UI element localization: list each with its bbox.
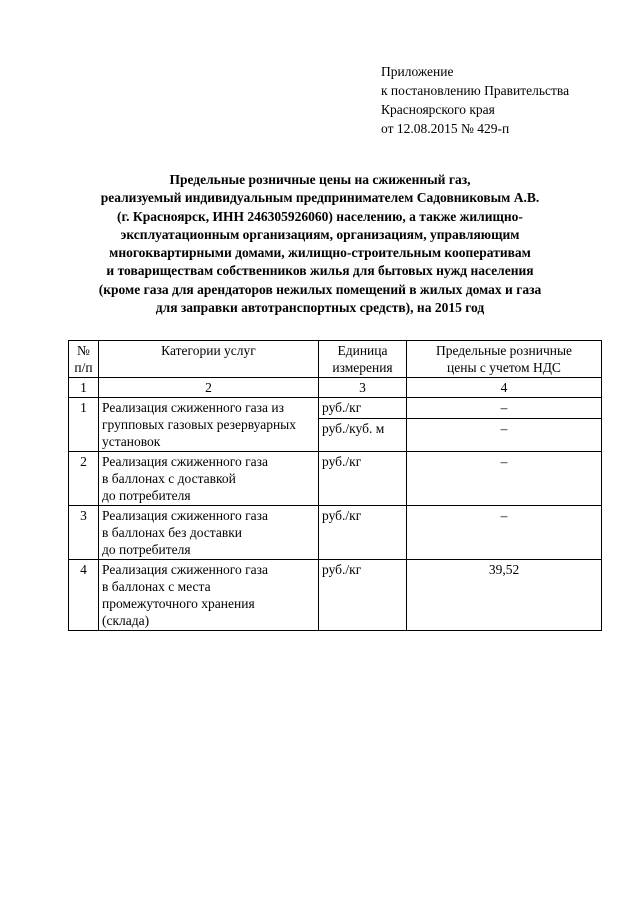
- category-line: Реализация сжиженного газа: [102, 454, 268, 469]
- category-line: установок: [102, 434, 161, 449]
- category-line: Реализация сжиженного газа: [102, 508, 268, 523]
- row-price: –: [407, 419, 602, 452]
- header-category-label: Категории услуг: [161, 343, 256, 358]
- category-line: в баллонах с доставкой: [102, 471, 236, 486]
- row-category: [99, 452, 319, 506]
- title-line: эксплуатационным организациям, организациям, управляющим: [120, 226, 520, 242]
- category-line: в баллонах без доставки: [102, 525, 243, 540]
- table-row: [69, 452, 602, 506]
- table-header-row: [69, 341, 602, 378]
- title-line: для заправки автотранспортных средств), на 2015 год: [155, 300, 485, 316]
- column-number: 4: [407, 378, 602, 398]
- row-unit: руб./кг: [319, 560, 407, 631]
- appendix-line: от 12.08.2015 № 429-п: [381, 121, 510, 136]
- header-num-line1: №: [77, 343, 90, 358]
- category-line: групповых газовых резервуарных: [102, 417, 296, 432]
- appendix-line: Приложение: [381, 64, 454, 79]
- appendix-line: Красноярского края: [381, 102, 495, 117]
- row-price: –: [407, 398, 602, 419]
- category-line: в баллонах с места: [102, 579, 211, 594]
- appendix-line: к постановлению Правительства: [381, 83, 570, 98]
- row-price: 39,52: [407, 560, 602, 631]
- row-unit: руб./кг: [319, 398, 407, 419]
- row-category: [99, 398, 319, 452]
- header-category: [99, 341, 319, 378]
- category-line: (склада): [102, 613, 150, 628]
- row-price: –: [407, 506, 602, 560]
- category-line: Реализация сжиженного газа: [102, 562, 268, 577]
- row-num: 1: [69, 398, 99, 452]
- header-unit: [319, 341, 407, 378]
- row-num: 4: [69, 560, 99, 631]
- appendix-block: [381, 62, 569, 138]
- row-unit: руб./кг: [319, 452, 407, 506]
- row-num: 2: [69, 452, 99, 506]
- title-line: многоквартирными домами, жилищно-строительным кооперативам: [109, 245, 531, 261]
- row-unit: руб./куб. м: [319, 419, 407, 452]
- header-price-line2: цены с учетом НДС: [447, 360, 561, 375]
- header-unit-line2: измерения: [332, 360, 393, 375]
- table-row: [69, 506, 602, 560]
- document-title: [40, 171, 600, 317]
- header-num-line2: п/п: [74, 360, 93, 375]
- category-line: до потребителя: [102, 542, 191, 557]
- title-line: Предельные розничные цены на сжиженный газ,: [169, 172, 471, 187]
- category-line: до потребителя: [102, 488, 191, 503]
- category-line: Реализация сжиженного газа из: [102, 400, 284, 415]
- row-category: [99, 506, 319, 560]
- title-line: (г. Красноярск, ИНН 246305926060) населению, а также жилищно-: [117, 208, 523, 224]
- column-number-row: [69, 378, 602, 398]
- title-line: реализуемый индивидуальным предпринимателем Садовниковым А.В.: [100, 190, 540, 206]
- column-number: 3: [319, 378, 407, 398]
- table-row: [69, 560, 602, 631]
- header-price: [407, 341, 602, 378]
- title-line: (кроме газа для арендаторов нежилых помещений в жилых домах и газа: [98, 281, 542, 297]
- row-category: [99, 560, 319, 631]
- header-price-line1: Предельные розничные: [435, 343, 573, 358]
- category-line: промежуточного хранения: [102, 596, 255, 611]
- header-unit-line1: Единица: [337, 343, 388, 358]
- row-price: –: [407, 452, 602, 506]
- row-unit: руб./кг: [319, 506, 407, 560]
- column-number: 2: [99, 378, 319, 398]
- table-row: [69, 398, 602, 419]
- column-number: 1: [69, 378, 99, 398]
- header-num: [69, 341, 99, 378]
- title-line: и товариществам собственников жилья для бытовых нужд населения: [106, 263, 534, 279]
- price-table: [68, 340, 602, 631]
- row-num: 3: [69, 506, 99, 560]
